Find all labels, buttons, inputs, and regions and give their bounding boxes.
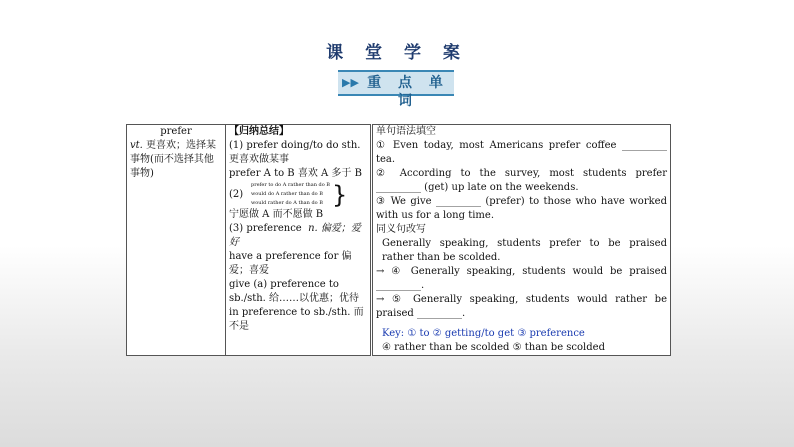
summary-line: (3) preference n. 偏爱；爱好 bbox=[229, 223, 361, 248]
exercise-item: Generally speaking, students prefer to be praised rather than be scolded. bbox=[382, 238, 667, 263]
double-arrow-icon: ▶▶ bbox=[342, 76, 359, 89]
summary-line: in preference to sb./sth. 而不是 bbox=[229, 307, 364, 332]
summary-line: (1) prefer doing/to do sth. 更喜欢做某事 bbox=[229, 140, 361, 165]
summary-line: prefer A to B 喜欢 A 多于 B bbox=[229, 168, 362, 179]
brace-icon: } bbox=[331, 180, 348, 209]
word-cell bbox=[127, 125, 226, 356]
exercise-cell bbox=[372, 125, 671, 356]
option-list bbox=[251, 181, 330, 208]
exercise-heading: 单句语法填空 bbox=[376, 126, 436, 137]
exercise-item: → ⑤ Generally speaking, students would rather be praised _________. bbox=[376, 294, 667, 319]
summary-header: 【归纳总结】 bbox=[229, 126, 289, 137]
option-label: (2) bbox=[229, 188, 244, 200]
option-item: prefer to do A rather than do B bbox=[251, 182, 330, 188]
answer-key-line bbox=[376, 327, 667, 341]
summary-cell bbox=[226, 125, 372, 356]
exercise-heading: 同义句改写 bbox=[376, 224, 426, 235]
section-badge bbox=[338, 70, 454, 109]
summary-line: have a preference for 偏爱；喜爱 bbox=[229, 251, 352, 276]
exercise-item: ③ We give _________ (prefer) to those who have worked with us for a long time. bbox=[376, 196, 667, 221]
headword: prefer bbox=[160, 126, 192, 137]
page-title: 课 堂 学 案 bbox=[326, 43, 468, 63]
table-row bbox=[127, 125, 671, 356]
summary-line: give (a) preference to sb./sth. 给……以优惠；优待 bbox=[229, 279, 360, 304]
option-item: would rather do A than do B bbox=[251, 200, 323, 206]
badge-label: 重 点 单 词 bbox=[367, 75, 449, 109]
answer-key-text: Key: ① to ② getting/to get ③ preference bbox=[382, 328, 585, 339]
option-item: would do A rather than do B bbox=[251, 191, 323, 197]
exercise-item: ① Even today, most Americans prefer coffee _________ tea. bbox=[376, 140, 667, 165]
exercise-item: ② According to the survey, most students prefer _________ (get) up late on the weekends. bbox=[376, 168, 667, 193]
part-of-speech: vt. bbox=[130, 140, 143, 151]
meaning-text: 更喜欢；选择某事物(而不选择其他事物) bbox=[130, 140, 217, 179]
summary-line: 宁愿做 A 而不愿做 B bbox=[229, 209, 324, 220]
answer-key-line: ④ rather than be scolded ⑤ than be scolded bbox=[382, 342, 605, 353]
option-group bbox=[229, 181, 367, 208]
word-meaning bbox=[130, 139, 222, 181]
vocab-table bbox=[126, 124, 671, 356]
exercise-item: → ④ Generally speaking, students would be praised _________. bbox=[376, 266, 667, 291]
